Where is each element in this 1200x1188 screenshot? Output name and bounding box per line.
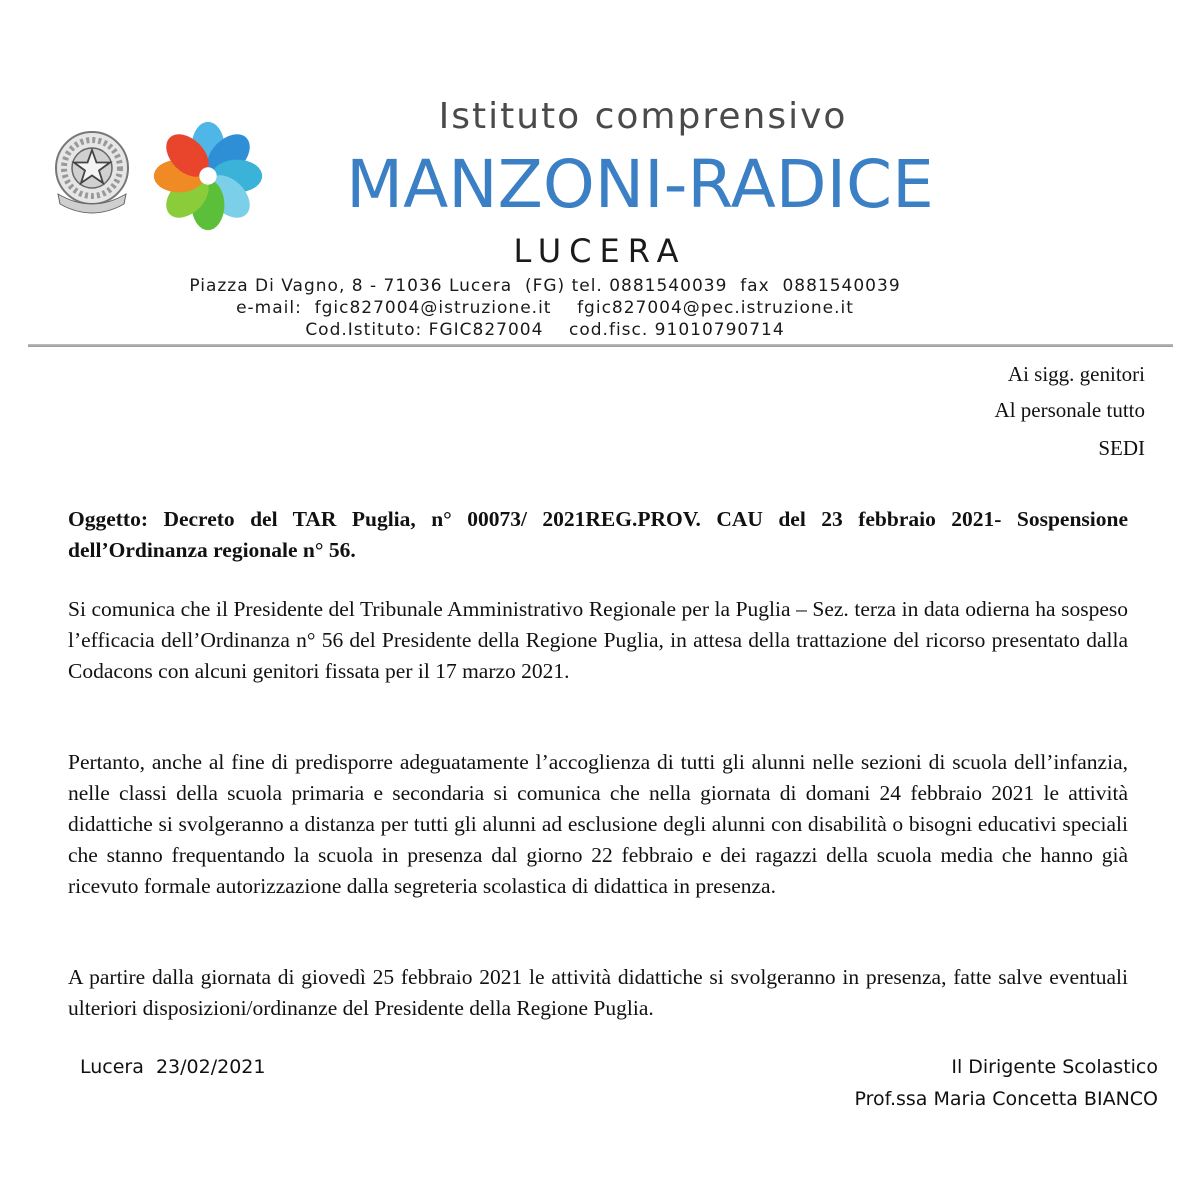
recipient-staff: Al personale tutto <box>994 398 1145 422</box>
place-date: Lucera 23/02/2021 <box>80 1056 266 1078</box>
recipient-parents: Ai sigg. genitori <box>1007 362 1145 386</box>
institute-name: MANZONI-RADICE <box>346 146 934 223</box>
italian-republic-emblem-icon <box>44 124 140 220</box>
institute-email: e-mail: fgic827004@istruzione.it fgic827004@pec.istruzione.it <box>236 298 854 318</box>
subject-line: Oggetto: Decreto del TAR Puglia, n° 00073/ 2021REG.PROV. CAU del 23 febbraio 2021- Sospensione dell’Ordinanza regionale n° 56. <box>68 507 1128 562</box>
paragraph-2: Pertanto, anche al fine di predisporre adeguatamente l’accoglienza di tutti gli alunni nelle sezioni di scuola dell’infanzia, nelle classi della scuola primaria e secondaria si comunica che nella giornata di domani 24 febbraio 2021 le attività didattiche si svolgeranno a distanza per tutti gli alunni ad esclusione degli alunni con disabilità o bisogni educativi speciali che stanno frequentando la scuola in presenza dal giorno 22 febbraio e dei ragazzi della scuola media che hanno già ricevuto formale autorizzazione dalla segreteria scolastica di didattica in presenza. <box>68 750 1128 898</box>
institute-codes: Cod.Istituto: FGIC827004 cod.fisc. 91010790714 <box>305 320 785 340</box>
paragraph-1: Si comunica che il Presidente del Tribunale Amministrativo Regionale per la Puglia – Sez. terza in data odierna ha sospeso l’efficacia dell’Ordinanza n° 56 del Presidente della Regione Puglia, in attesa della trattazione del ricorso presentato dalla Codacons con alcuni genitori fissata per il 17 marzo 2021. <box>68 597 1128 683</box>
signatory-name: Prof.ssa Maria Concetta BIANCO <box>854 1088 1158 1110</box>
paragraph-3: A partire dalla giornata di giovedì 25 febbraio 2021 le attività didattiche si svolgeranno in presenza, fatte salve eventuali ulteriori disposizioni/ordinanze del Presidente della Regione Puglia. <box>68 965 1128 1020</box>
header-divider <box>28 344 1173 347</box>
institute-address: Piazza Di Vagno, 8 - 71036 Lucera (FG) tel. 0881540039 fax 0881540039 <box>189 276 901 296</box>
institute-type: Istituto comprensivo <box>438 96 848 137</box>
recipient-sedi: SEDI <box>1098 436 1145 460</box>
flower-logo-icon <box>150 118 266 234</box>
signatory-role: Il Dirigente Scolastico <box>951 1056 1158 1078</box>
institute-city: LUCERA <box>513 232 687 270</box>
